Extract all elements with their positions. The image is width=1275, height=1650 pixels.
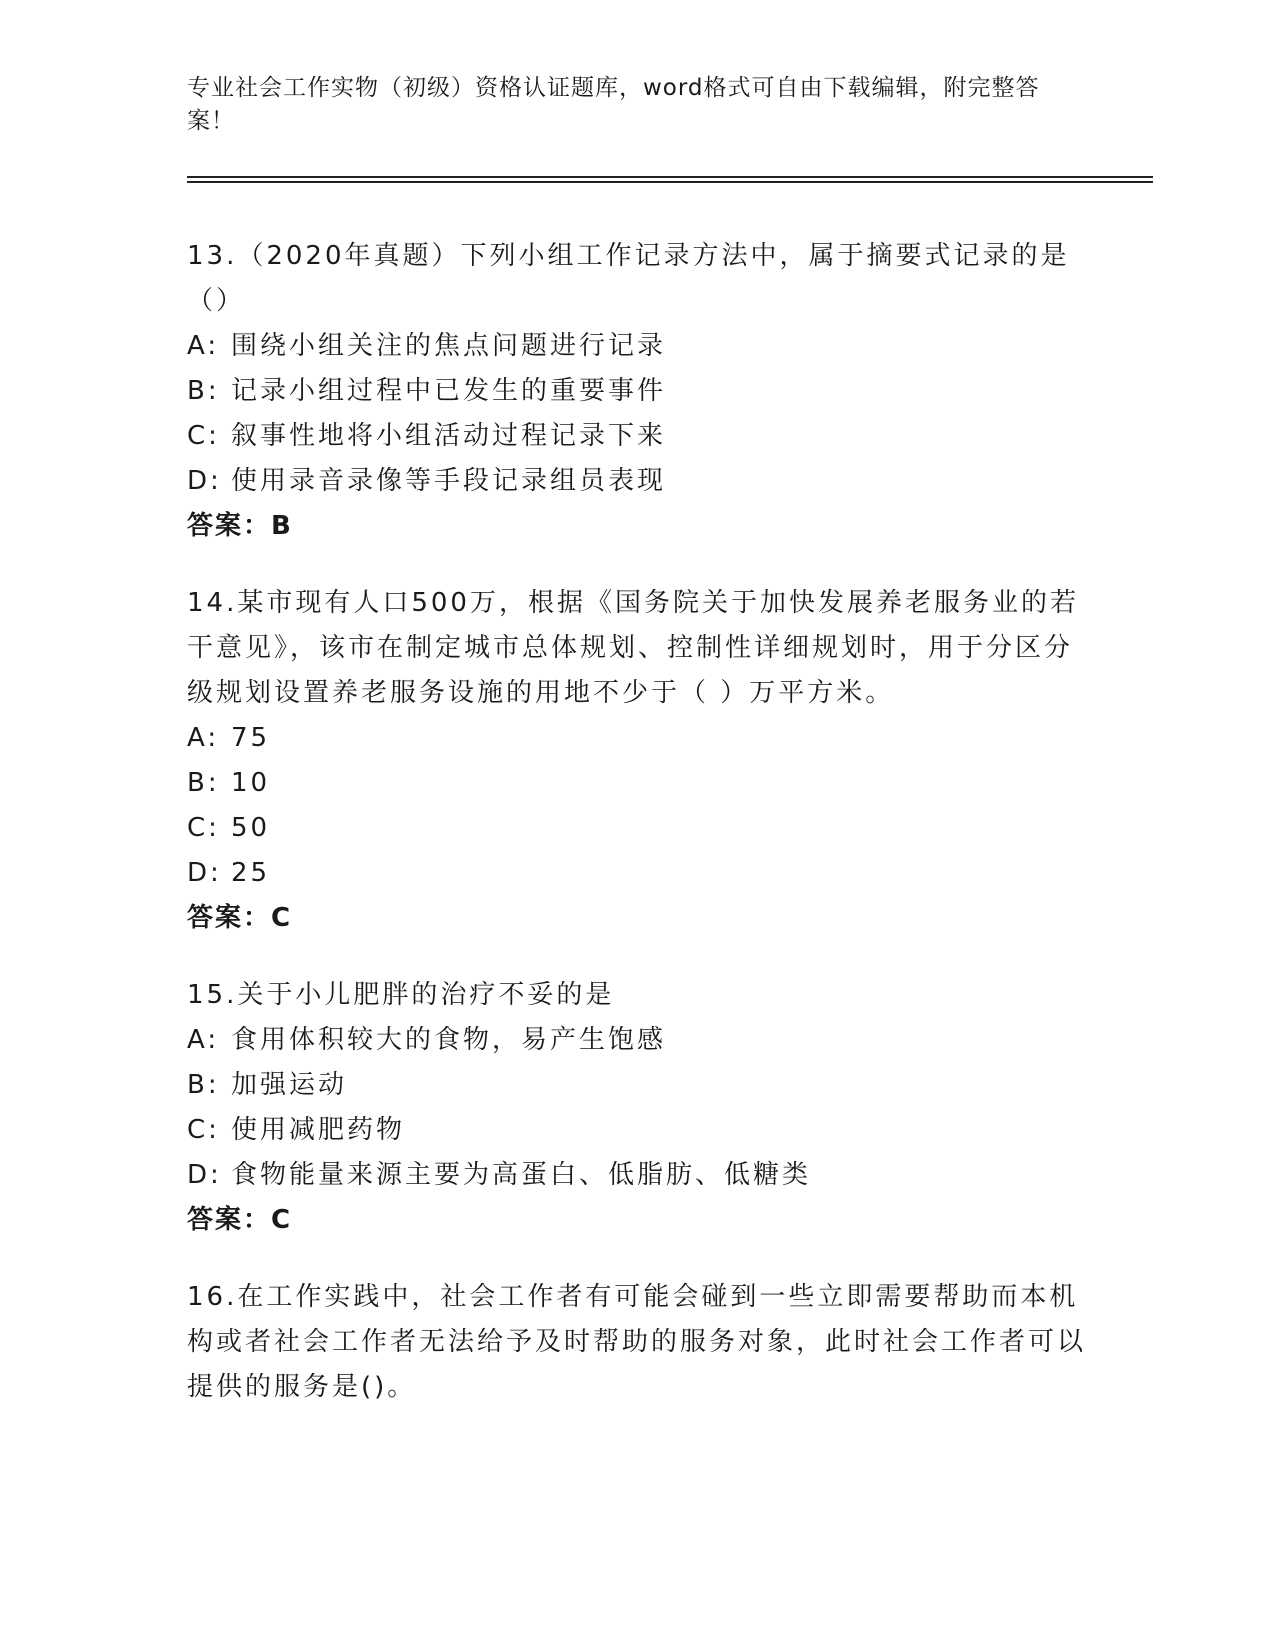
option-letter: D:: [187, 858, 222, 888]
option-text: 加强运动: [231, 1070, 348, 1100]
option-letter: C:: [187, 813, 220, 843]
question-stem: 16.在工作实践中，社会工作者有可能会碰到一些立即需要帮助而本机构或者社会工作者无法给予及时帮助的服务对象，此时社会工作者可以提供的服务是()。: [187, 1282, 1087, 1402]
option-c: [187, 414, 1087, 459]
option-text: 10: [231, 768, 271, 798]
option-c: [187, 1108, 1087, 1153]
option-b: [187, 761, 1087, 806]
option-letter: A:: [187, 1025, 220, 1055]
option-text: 使用减肥药物: [231, 1115, 406, 1145]
option-text: 使用录音录像等手段记录组员表现: [231, 466, 667, 496]
question-stem: 15.关于小儿肥胖的治疗不妥的是: [187, 980, 615, 1010]
question-stem: 13.（2020年真题）下列小组工作记录方法中，属于摘要式记录的是（）: [187, 241, 1070, 316]
option-text: 食物能量来源主要为高蛋白、低脂肪、低糖类: [231, 1160, 812, 1190]
option-letter: A:: [187, 723, 220, 753]
answer-line: 答案：C: [187, 903, 293, 933]
option-text: 75: [231, 723, 271, 753]
answer-line: 答案：C: [187, 1205, 293, 1235]
option-text: 25: [231, 858, 271, 888]
option-b: [187, 369, 1087, 414]
question-16: [187, 1275, 1087, 1410]
question-stem: 14.某市现有人口500万，根据《国务院关于加快发展养老服务业的若干意见》，该市在制定城市总体规划、控制性详细规划时，用于分区分级规划设置养老服务设施的用地不少于（ ）万平方米。: [187, 588, 1079, 708]
option-letter: B:: [187, 376, 220, 406]
question-list: [187, 234, 1087, 1442]
option-letter: A:: [187, 331, 220, 361]
header-divider-top: [187, 176, 1153, 178]
option-d: [187, 459, 1087, 504]
option-a: [187, 1018, 1087, 1063]
option-letter: B:: [187, 768, 220, 798]
option-d: [187, 851, 1087, 896]
option-a: [187, 324, 1087, 369]
header-divider-bottom: [187, 181, 1153, 183]
option-letter: D:: [187, 466, 222, 496]
question-14: [187, 581, 1087, 941]
option-letter: C:: [187, 421, 220, 451]
option-text: 记录小组过程中已发生的重要事件: [231, 376, 667, 406]
option-text: 叙事性地将小组活动过程记录下来: [231, 421, 667, 451]
answer-line: 答案：B: [187, 511, 293, 541]
question-13: [187, 234, 1087, 549]
option-letter: D:: [187, 1160, 222, 1190]
option-text: 50: [231, 813, 271, 843]
option-d: [187, 1153, 1087, 1198]
document-header: 专业社会工作实物（初级）资格认证题库，word格式可自由下载编辑，附完整答案！: [187, 75, 1040, 134]
option-b: [187, 1063, 1087, 1108]
option-letter: B:: [187, 1070, 220, 1100]
option-text: 围绕小组关注的焦点问题进行记录: [231, 331, 667, 361]
option-text: 食用体积较大的食物，易产生饱感: [231, 1025, 667, 1055]
option-a: [187, 716, 1087, 761]
question-15: [187, 973, 1087, 1243]
option-letter: C:: [187, 1115, 220, 1145]
option-c: [187, 806, 1087, 851]
